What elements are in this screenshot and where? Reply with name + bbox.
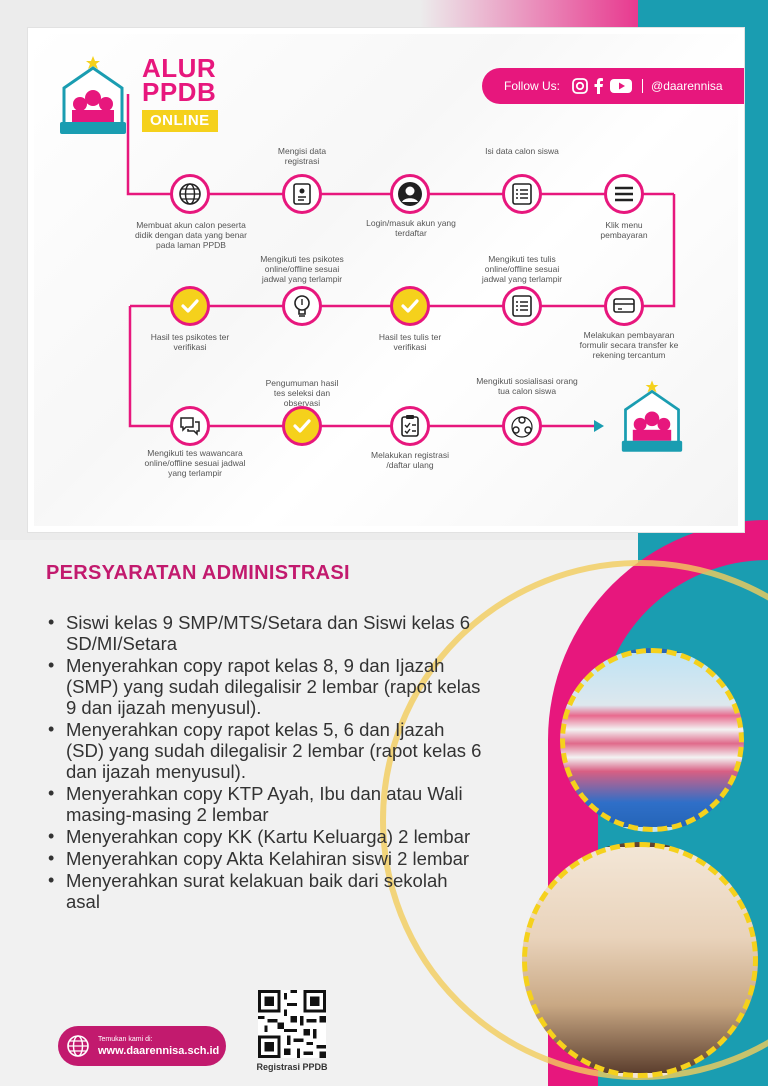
check-icon [399, 295, 421, 317]
list-item: • Menyerahkan copy KK (Kartu Keluarga) 2 lembar [46, 826, 486, 847]
checklist-icon [511, 182, 533, 206]
qr-code[interactable] [258, 990, 326, 1058]
title-line-2: PPDB [142, 77, 217, 107]
step-label: Hasil tes tulis ter verifikasi [378, 332, 442, 352]
step-node-interview [170, 406, 210, 446]
step-label: Isi data calon siswa [485, 146, 559, 156]
step-node-announcement [282, 406, 322, 446]
step-node-payment-menu [604, 174, 644, 214]
step-label: Mengisi data registrasi [277, 146, 327, 166]
step-label: Membuat akun calon peserta didik dengan data yang benar pada laman PPDB [134, 220, 247, 250]
list-item: • Menyerahkan copy Akta Kelahiran siswi 2 lembar [46, 848, 486, 869]
list-item: • Menyerahkan copy KTP Ayah, Ibu dan atau Wali masing-masing 2 lembar [46, 783, 486, 825]
globe-icon [66, 1034, 90, 1058]
step-node-parent-socialization [502, 406, 542, 446]
find-us-label: Temukan kami di: [98, 1035, 153, 1043]
user-icon [397, 181, 423, 207]
step-node-registration-data [282, 174, 322, 214]
requirements-list [46, 612, 486, 913]
step-node-written-test [502, 286, 542, 326]
step-label: Pengumuman hasil tes seleksi dan observasi [265, 378, 339, 408]
chat-icon [178, 415, 202, 437]
form-icon [291, 182, 313, 206]
flow-card [28, 28, 744, 532]
title-line-1: ALUR [142, 53, 217, 83]
social-handle[interactable]: @daarennisa [642, 79, 723, 93]
step-node-written-verified [390, 286, 430, 326]
step-label: Login/masuk akun yang terdaftar [366, 218, 456, 238]
requirements-title: PERSYARATAN ADMINISTRASI [46, 562, 350, 584]
website-pill[interactable] [58, 1026, 226, 1066]
step-node-psych-test [282, 286, 322, 326]
list-item: • Siswi kelas 9 SMP/MTS/Setara dan Siswi kelas 6 SD/MI/Setara [46, 612, 486, 654]
step-node-re-registration [390, 406, 430, 446]
step-label: Hasil tes psikotes ter verifikasi [150, 332, 230, 352]
follow-us-label: Follow Us: [504, 79, 561, 93]
qr-caption: Registrasi PPDB [256, 1062, 328, 1072]
clipboard-icon [399, 414, 421, 438]
step-label: Mengikuti tes wawancara online/offline sesuai jadwal yang terlampir [144, 448, 246, 478]
checklist-icon [511, 294, 533, 318]
step-node-login [390, 174, 430, 214]
lightbulb-icon [292, 293, 312, 319]
step-node-transfer-payment [604, 286, 644, 326]
list-item: • Menyerahkan surat kelakuan baik dari sekolah asal [46, 870, 486, 912]
step-label: Melakukan registrasi /daftar ulang [371, 450, 449, 470]
check-icon [291, 415, 313, 437]
step-node-create-account [170, 174, 210, 214]
step-label: Mengikuti tes psikotes online/offline sesuai jadwal yang terlampir [260, 254, 344, 284]
list-item: • Menyerahkan copy rapot kelas 8, 9 dan Ijazah (SMP) yang sudah dilegalisir 2 lembar (rapot kelas 9 dan ijazah menyusul). [46, 655, 486, 718]
school-building-photo [560, 648, 744, 832]
step-label: Melakukan pembayaran formulir secara transfer ke rekening tercantum [579, 330, 679, 360]
step-node-psych-verified [170, 286, 210, 326]
globe-icon [178, 182, 202, 206]
group-icon [510, 414, 534, 438]
list-item: • Menyerahkan copy rapot kelas 5, 6 dan Ijazah (SD) yang sudah dilegalisir 2 lembar (rapot kelas 6 dan ijazah menyusul). [46, 719, 486, 782]
check-icon [179, 295, 201, 317]
step-label: Klik menu pembayaran [600, 220, 648, 240]
school-lobby-photo [522, 842, 758, 1078]
step-node-student-data [502, 174, 542, 214]
school-logo-final [620, 378, 684, 456]
card-payment-icon [612, 296, 636, 316]
step-label: Mengikuti sosialisasi orang tua calon siswa [476, 376, 578, 396]
website-link[interactable]: www.daarennisa.sch.id [98, 1044, 220, 1057]
menu-icon [613, 185, 635, 203]
online-badge: ONLINE [142, 110, 218, 132]
step-label: Mengikuti tes tulis online/offline sesuai jadwal yang terlampir [481, 254, 563, 284]
